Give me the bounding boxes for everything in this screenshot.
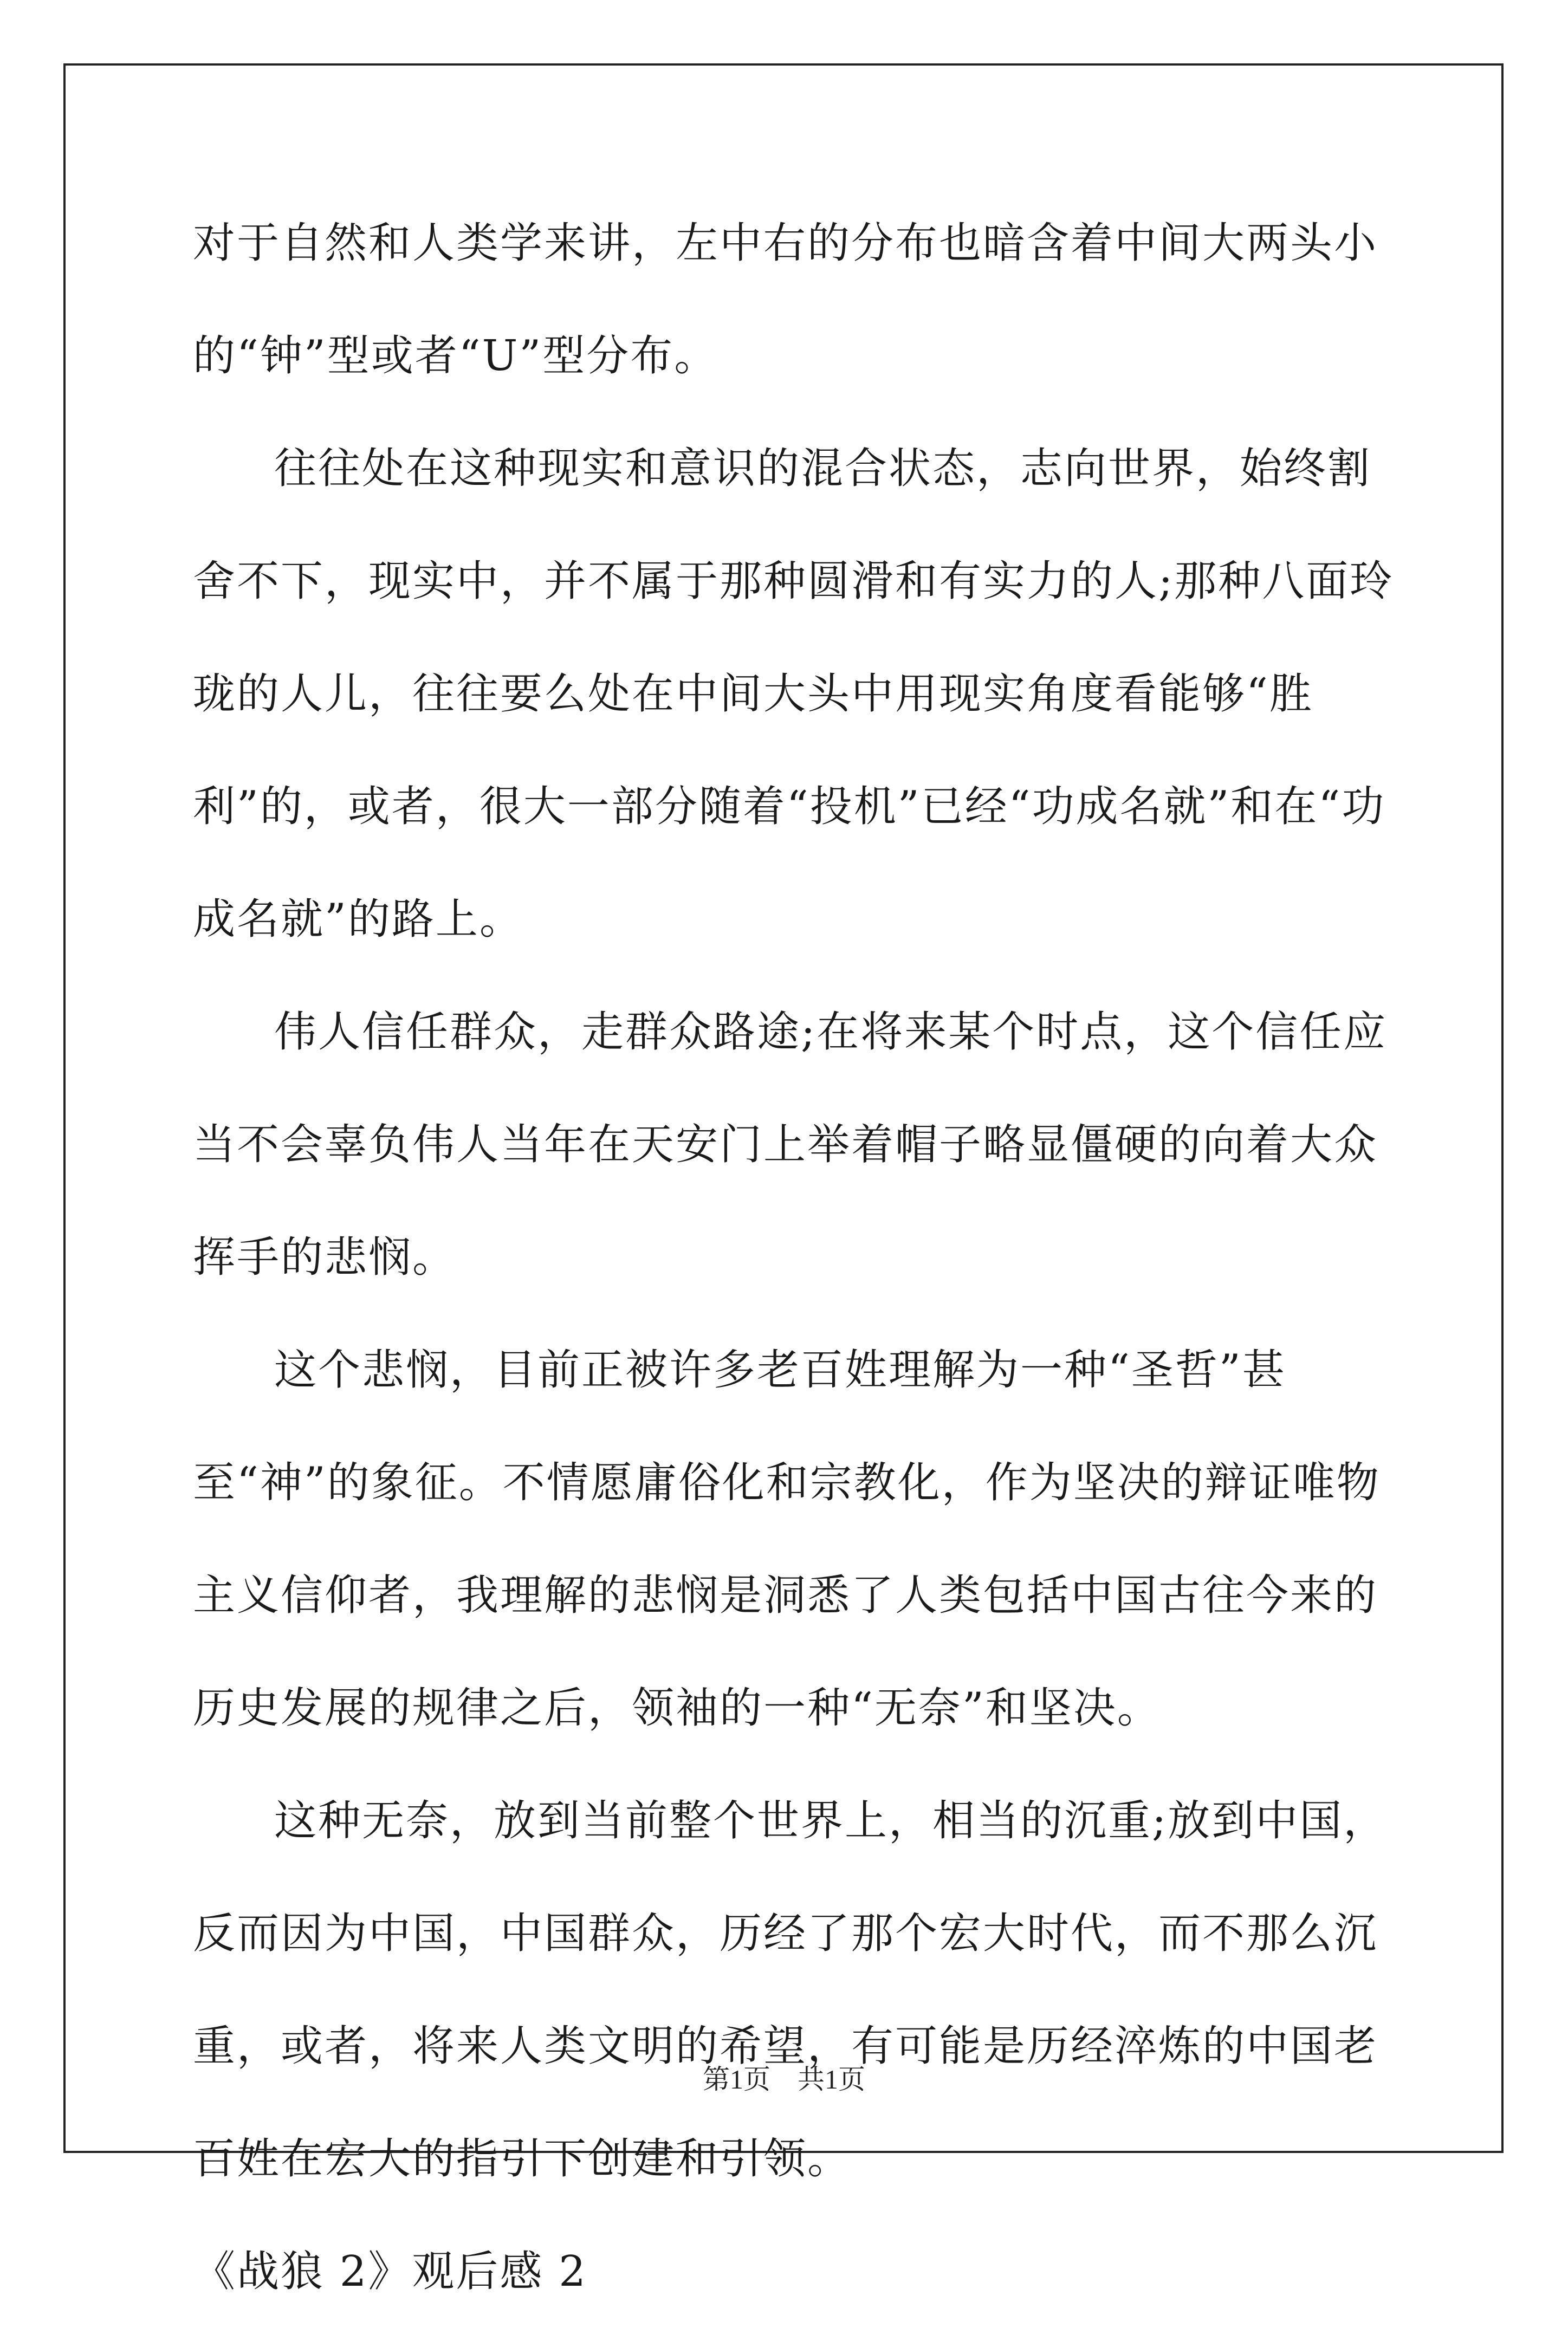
paragraph-3: 伟人信任群众，走群众路途;在将来某个时点，这个信任应当不会辜负伟人当年在天安门上举着帽子略显僵硬的向着大众挥手的悲悯。 xyxy=(193,1008,1388,1282)
page-number-footer: 第1页 共1页 xyxy=(703,2064,865,2094)
document-body xyxy=(193,187,1404,2328)
paragraph-1: 对于自然和人类学来讲，左中右的分布也暗含着中间大两头小的“钟”型或者“U”型分布。 xyxy=(193,219,1378,380)
paragraph-2: 往往处在这种现实和意识的混合状态，志向世界，始终割舍不下，现实中，并不属于那种圆滑和有实力的人;那种八面玲珑的人儿，往往要么处在中间大头中用现实角度看能够“胜利”的，或者，很大一部分随着“投机”已经“功成名就”和在“功成名就”的路上。 xyxy=(193,444,1394,944)
paragraph-5: 这种无奈，放到当前整个世界上，相当的沉重;放到中国，反而因为中国，中国群众，历经了那个宏大时代，而不那么沉重，或者，将来人类文明的希望，有可能是历经淬炼的中国老百姓在宏大的指引下创建和引领。 xyxy=(193,1797,1388,2183)
section-heading: 《战狼 2》观后感 2 xyxy=(193,2247,587,2296)
paragraph-4: 这个悲悯，目前正被许多老百姓理解为一种“圣哲”甚至“神”的象征。不情愿庸俗化和宗教化，作为坚决的辩证唯物主义信仰者，我理解的悲悯是洞悉了人类包括中国古往今来的历史发展的规律之后，领袖的一种“无奈”和坚决。 xyxy=(193,1346,1381,1733)
